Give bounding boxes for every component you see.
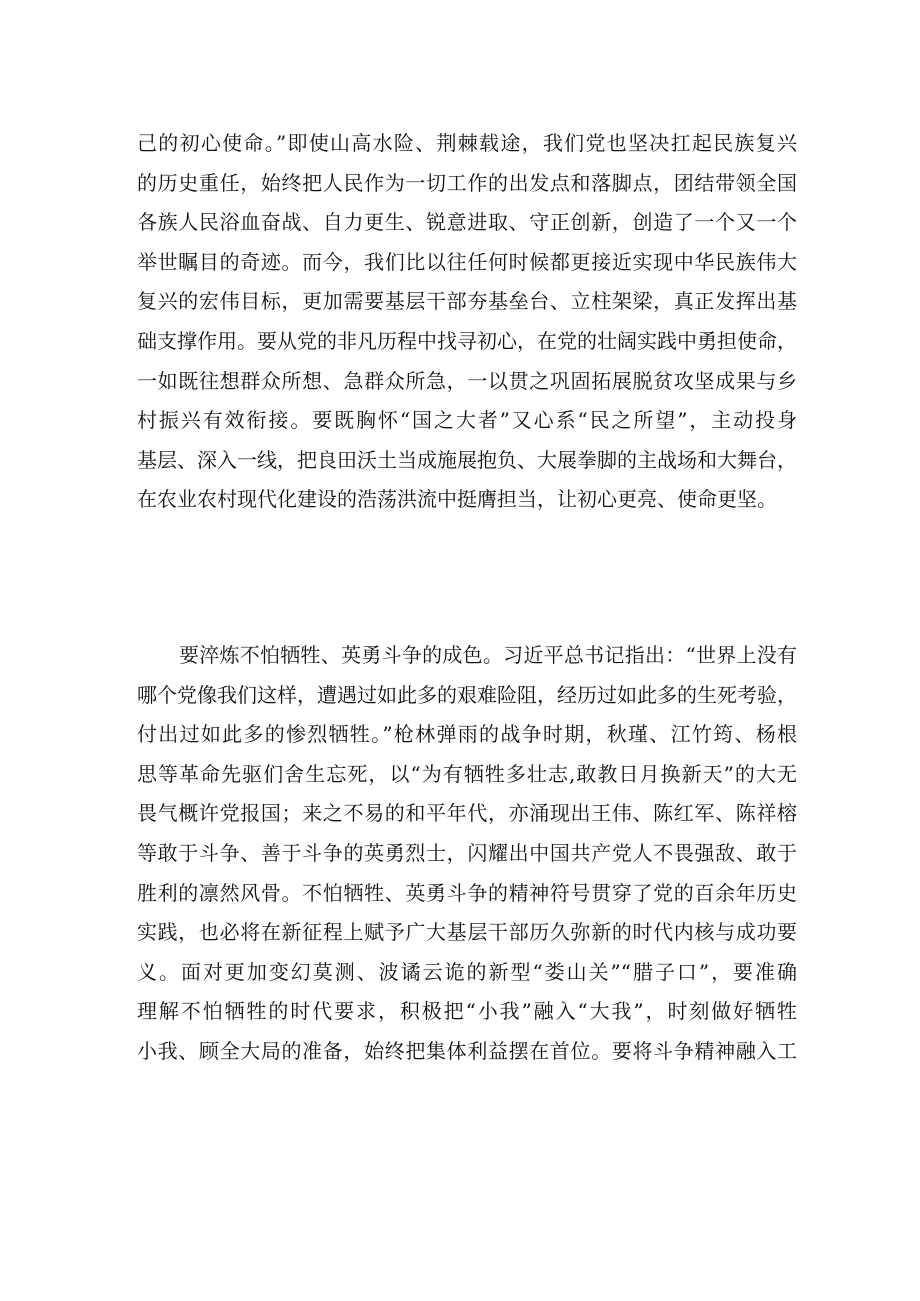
paragraph-line: 基层、深入一线，把良田沃土当成施展抱负、大展拳脚的主战场和大舞台， bbox=[137, 447, 797, 472]
paragraph-line: 复兴的宏伟目标，更加需要基层干部夯基垒台、立柱架梁，真正发挥出基 bbox=[137, 289, 797, 314]
paragraph-line: 等敢于斗争、善于斗争的英勇烈士，闪耀出中国共产党人不畏强敌、敢于 bbox=[137, 840, 797, 865]
paragraph-line: 一如既往想群众所想、急群众所急，一以贯之巩固拓展脱贫攻坚成果与乡 bbox=[137, 368, 797, 393]
paragraph-line: 础支撑作用。要从党的非凡历程中找寻初心，在党的壮阔实践中勇担使命， bbox=[137, 328, 797, 353]
paragraph-line: 实践，也必将在新征程上赋予广大基层干部历久弥新的时代内核与成功要 bbox=[137, 920, 797, 945]
paragraph-line: 思等革命先驱们舍生忘死，以“为有牺牲多壮志,敢教日月换新天”的大无 bbox=[137, 761, 797, 786]
paragraph-line: 在农业农村现代化建设的浩荡洪流中挺膺担当，让初心更亮、使命更坚。 bbox=[137, 487, 777, 512]
paragraph-line: 的历史重任，始终把人民作为一切工作的出发点和落脚点，团结带领全国 bbox=[137, 170, 797, 195]
paragraph-line: 要淬炼不怕牺牲、英勇斗争的成色。习近平总书记指出：“世界上没有 bbox=[179, 643, 797, 667]
paragraph-line: 畏气概许党报国；来之不易的和平年代，亦涌现出王伟、陈红军、陈祥榕 bbox=[137, 801, 797, 826]
paragraph-line: 小我、顾全大局的准备，始终把集体利益摆在首位。要将斗争精神融入工 bbox=[137, 1038, 797, 1063]
paragraph-line: 付出过如此多的惨烈牺牲。”枪林弹雨的战争时期，秋瑾、江竹筠、杨根 bbox=[137, 722, 797, 747]
paragraph-2 bbox=[137, 636, 797, 1072]
paragraph-line: 举世瞩目的奇迹。而今，我们比以往任何时候都更接近实现中华民族伟大 bbox=[137, 249, 797, 274]
paragraph-line: 村振兴有效衔接。要既胸怀“国之大者”又心系“民之所望”，主动投身 bbox=[137, 408, 797, 433]
paragraph-1 bbox=[137, 124, 797, 520]
paragraph-line: 己的初心使命。”即使山高水险、荆棘载途，我们党也坚决扛起民族复兴 bbox=[137, 131, 797, 155]
paragraph-line: 各族人民浴血奋战、自力更生、锐意进取、守正创新，创造了一个又一个 bbox=[137, 210, 797, 235]
paragraph-line: 胜利的凛然风骨。不怕牺牲、英勇斗争的精神符号贯穿了党的百余年历史 bbox=[137, 880, 797, 905]
paragraph-line: 理解不怕牺牲的时代要求，积极把“小我”融入“大我”，时刻做好牺牲 bbox=[137, 999, 797, 1024]
paragraph-line: 哪个党像我们这样，遭遇过如此多的艰难险阻，经历过如此多的生死考验， bbox=[137, 682, 797, 707]
paragraph-line: 义。面对更加变幻莫测、波谲云诡的新型“娄山关”“腊子口”，要准确 bbox=[137, 959, 797, 984]
